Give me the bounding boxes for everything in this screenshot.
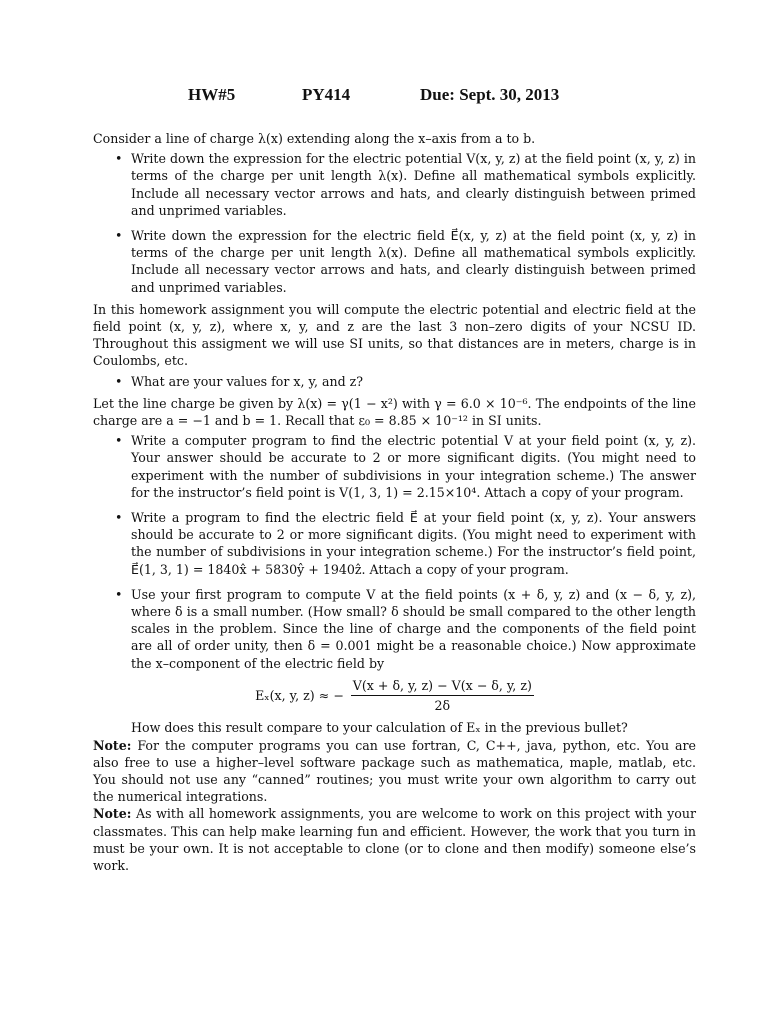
note-label: Note: — [93, 737, 132, 753]
formula-denominator: 2δ — [434, 698, 451, 714]
course-code: PY414 — [302, 85, 351, 104]
note-label: Note: — [93, 806, 132, 822]
note-collaboration — [93, 805, 696, 874]
followup-question: How does this result compare to your calculation of Eₓ in the previous bullet? — [131, 720, 628, 736]
bullet-list-2 — [93, 373, 696, 390]
due-date: Due: Sept. 30, 2013 — [420, 85, 560, 104]
list-item: • Write down the expression for the electric field E⃗(x, y, z) at the field point (x, y, z) in terms of the charge per unit length λ(x). Define all mathematical symbols explicitly. Include all necessary vector arrows and hats, and clearly distinguish between primed and unprimed variables. — [131, 227, 696, 296]
formula-numerator: V(x + δ, y, z) − V(x − δ, y, z) — [351, 677, 534, 696]
note-programs — [93, 737, 696, 806]
list-item: • Write down the expression for the electric potential V(x, y, z) at the field point (x, y, z) in terms of the charge per unit length λ(x). Define all mathematical symbols explicitly. Include all necessary vector arrows and hats, and clearly distinguish between primed and unprimed variables. — [131, 150, 696, 219]
list-item: • What are your values for x, y, and z? — [131, 373, 696, 390]
note-text: As with all homework assignments, you are welcome to work on this project with your classmates. This can help make learning fun and efficient. However, the work that you turn in must be your own. It is not acceptable to clone (or to clone and then modify) someone else’s work. — [93, 806, 696, 873]
line-charge-paragraph: Let the line charge be given by λ(x) = γ(1 − x²) with γ = 6.0 × 10⁻⁶. The endpoints of the line charge are a = −1 and b = 1. Recall that ε₀ = 8.85 × 10⁻¹² in SI units. — [93, 395, 696, 429]
list-item: • Write a computer program to find the electric potential V at your field point (x, y, z). Your answer should be accurate to 2 or more significant digits. (You might need to experiment with the number of subdivisions in your integration scheme.) The answer for the instructor’s field point is V(1, 3, 1) = 2.15×10⁴. Attach a copy of your program. — [131, 432, 696, 501]
header — [0, 85, 768, 107]
formula-fraction — [351, 677, 534, 714]
list-item: • Write a program to find the electric field E⃗ at your field point (x, y, z). Your answers should be accurate to 2 or more significant digits. (You might need to experiment with the number of subdivisions in your integration scheme.) For the instructor’s field point, E⃗(1, 3, 1) = 1840x̂ + 5830ŷ + 1940ẑ. Attach a copy of your program. — [131, 509, 696, 578]
assignment-paragraph: In this homework assignment you will compute the electric potential and electric field at the field point (x, y, z), where x, y, and z are the last 3 non–zero digits of your NCSU ID. Throughout this assigment we will use SI units, so that distances are in meters, charge is in Coulombs, etc. — [93, 301, 696, 369]
hw-number: HW#5 — [188, 85, 236, 104]
formula-lhs: Eₓ(x, y, z) ≈ − — [255, 687, 344, 703]
bullet-list-1 — [93, 150, 696, 296]
intro-paragraph: Consider a line of charge λ(x) extending along the x–axis from a to b. — [93, 131, 536, 146]
ex-approximation-formula — [93, 677, 696, 714]
list-item: • Use your first program to compute V at the field points (x + δ, y, z) and (x − δ, y, z), where δ is a small number. (How small? δ should be small compared to the other length scales in the problem. Since the line of charge and the components of the field point are all of order unity, then δ = 0.001 might be a reasonable choice.) Now approximate the x–component of the electric field by — [131, 586, 696, 672]
bullet-list-3 — [93, 432, 696, 672]
assignment-body — [93, 130, 696, 874]
note-text: For the computer programs you can use fortran, C, C++, java, python, etc. You are also free to use a higher–level software package such as mathematica, maple, matlab, etc. You should not use any “canned” routines; you must write your own algorithm to carry out the numerical integrations. — [93, 737, 696, 805]
